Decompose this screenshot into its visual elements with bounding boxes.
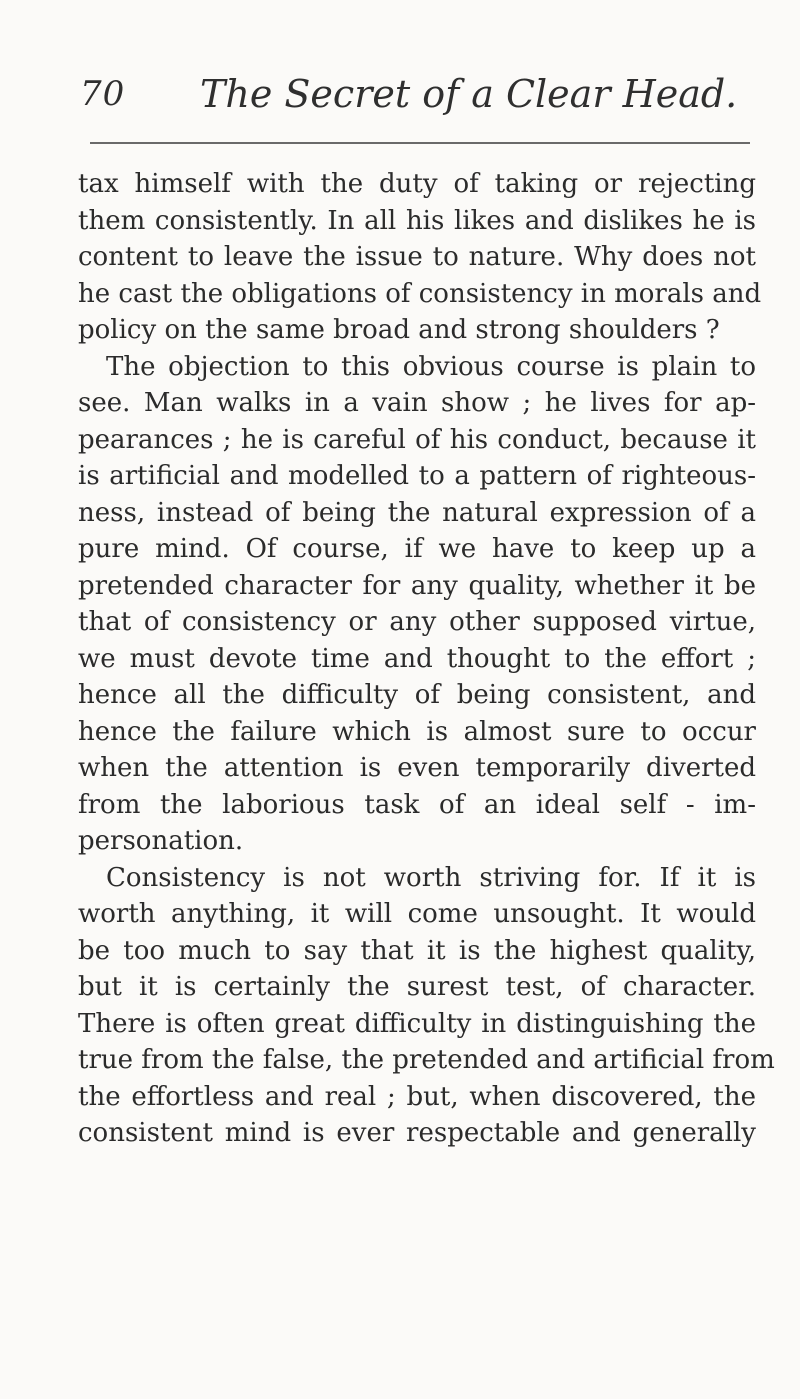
- text-line: Consistency is not worth striving for. If it is: [106, 862, 756, 893]
- text-line: see. Man walks in a vain show ; he lives for ap-: [78, 388, 756, 418]
- text-line: ness, instead of being the natural expression of a: [78, 497, 756, 528]
- text-line: but it is certainly the surest test, of character.: [78, 972, 756, 1002]
- text-line: be too much to say that it is the highest quality,: [78, 935, 756, 966]
- body-text: [78, 166, 775, 1152]
- text-line: them consistently. In all his likes and dislikes he is: [78, 205, 756, 236]
- text-line: pure mind. Of course, if we have to keep up a: [78, 534, 756, 564]
- text-line: The objection to this obvious course is plain to: [106, 351, 756, 382]
- running-title: The Secret of a Clear Head.: [200, 72, 738, 116]
- text-line: pretended character for any quality, whether it be: [78, 570, 756, 601]
- text-line: personation.: [78, 826, 244, 856]
- text-line: hence the failure which is almost sure to occur: [78, 716, 756, 747]
- page-header: [80, 70, 760, 134]
- text-line: content to leave the issue to nature. Why does not: [78, 242, 756, 272]
- text-line: hence all the difficulty of being consistent, and: [78, 680, 756, 710]
- text-line: There is often great difficulty in distinguishing the: [78, 1008, 756, 1039]
- text-line: pearances ; he is careful of his conduct, because it: [78, 424, 756, 455]
- text-line: from the laborious task of an ideal self - im-: [78, 789, 756, 820]
- text-line: worth anything, it will come unsought. It would: [78, 899, 756, 929]
- text-line: consistent mind is ever respectable and generally: [78, 1118, 756, 1148]
- text-line: tax himself with the duty of taking or rejecting: [78, 169, 756, 199]
- text-line: is artificial and modelled to a pattern of righteous-: [78, 461, 756, 491]
- text-line: that of consistency or any other supposed virtue,: [78, 607, 756, 637]
- text-line: the effortless and real ; but, when discovered, the: [78, 1081, 756, 1112]
- text-line: true from the false, the pretended and artificial from: [78, 1045, 775, 1075]
- page-number: 70: [80, 74, 126, 114]
- text-line: he cast the obligations of consistency in morals and: [78, 278, 762, 309]
- text-line: we must devote time and thought to the effort ;: [78, 643, 756, 674]
- header-rule: [90, 142, 750, 144]
- text-line: when the attention is even temporarily diverted: [78, 753, 756, 783]
- text-line: policy on the same broad and strong shoulders ?: [78, 315, 720, 345]
